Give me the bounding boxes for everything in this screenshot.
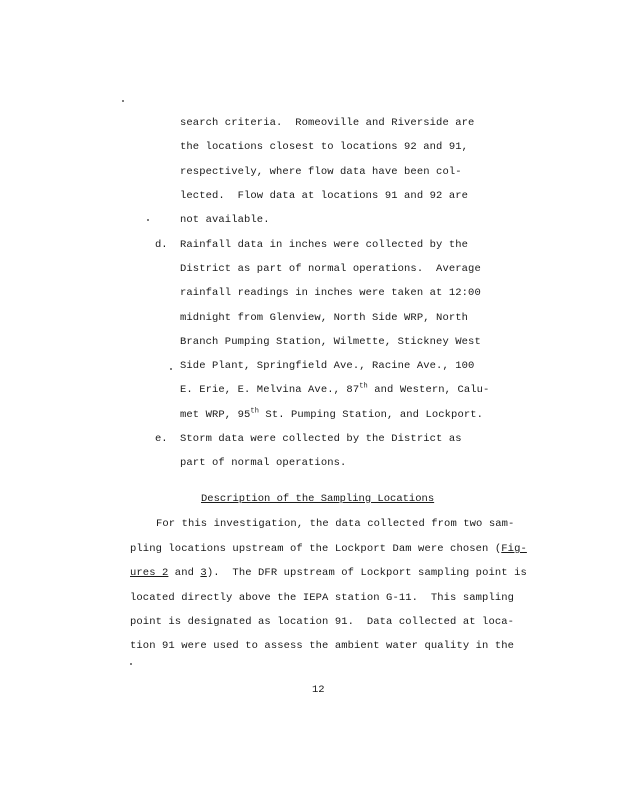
list-marker: d. [155,239,168,251]
text-line: rainfall readings in inches were taken at 12:00 [180,287,481,299]
text-line: District as part of normal operations. Average [180,263,481,275]
text-fragment: ). The DFR upstream of Lockport sampling point is [206,567,527,579]
text-line: respectively, where flow data have been col- [180,166,462,178]
text-line: For this investigation, the data collected from two sam- [156,518,515,530]
text-fragment: and Western, Calu- [367,384,490,396]
text-line: not available. [180,214,270,226]
text-line: the locations closest to locations 92 and 91, [180,141,469,153]
text-line: Side Plant, Springfield Ave., Racine Ave., 100 [180,360,475,372]
text-fragment: E. Erie, E. Melvina Ave., 87 [180,384,360,396]
superscript: th [359,382,368,391]
scan-speck [130,663,132,665]
section-heading: Description of the Sampling Locations [201,493,435,505]
scan-speck [122,100,124,102]
text-line: Branch Pumping Station, Wilmette, Stickney West [180,336,481,348]
scan-speck [147,219,149,221]
page-number: 12 [312,684,325,696]
text-line [180,409,483,421]
text-line: tion 91 were used to assess the ambient water quality in the [130,640,515,652]
text-line: located directly above the IEPA station G-11. This sampling [130,592,515,604]
text-line: search criteria. Romeoville and Riverside are [180,117,475,129]
scan-speck [170,368,172,370]
superscript: th [250,407,260,416]
text-line: part of normal operations. [180,457,347,469]
text-line: lected. Flow data at locations 91 and 92 are [180,190,469,202]
text-line: point is designated as location 91. Data collected at loca- [130,616,515,628]
text-fragment: met WRP, 95 [180,409,251,421]
text-line [180,384,489,396]
text-line: Rainfall data in inches were collected by the [180,239,469,251]
figure-reference: 3 [200,567,207,579]
figure-reference: ures 2 [130,567,169,579]
text-line [130,543,527,555]
figure-reference: Fig- [501,543,527,555]
text-line [130,567,527,579]
text-line: midnight from Glenview, North Side WRP, North [180,312,469,324]
text-line: Storm data were collected by the District as [180,433,462,445]
text-fragment: pling locations upstream of the Lockport Dam were chosen ( [130,543,502,555]
list-marker: e. [155,433,168,445]
text-fragment: and [168,567,201,579]
text-fragment: St. Pumping Station, and Lockport. [259,409,484,421]
